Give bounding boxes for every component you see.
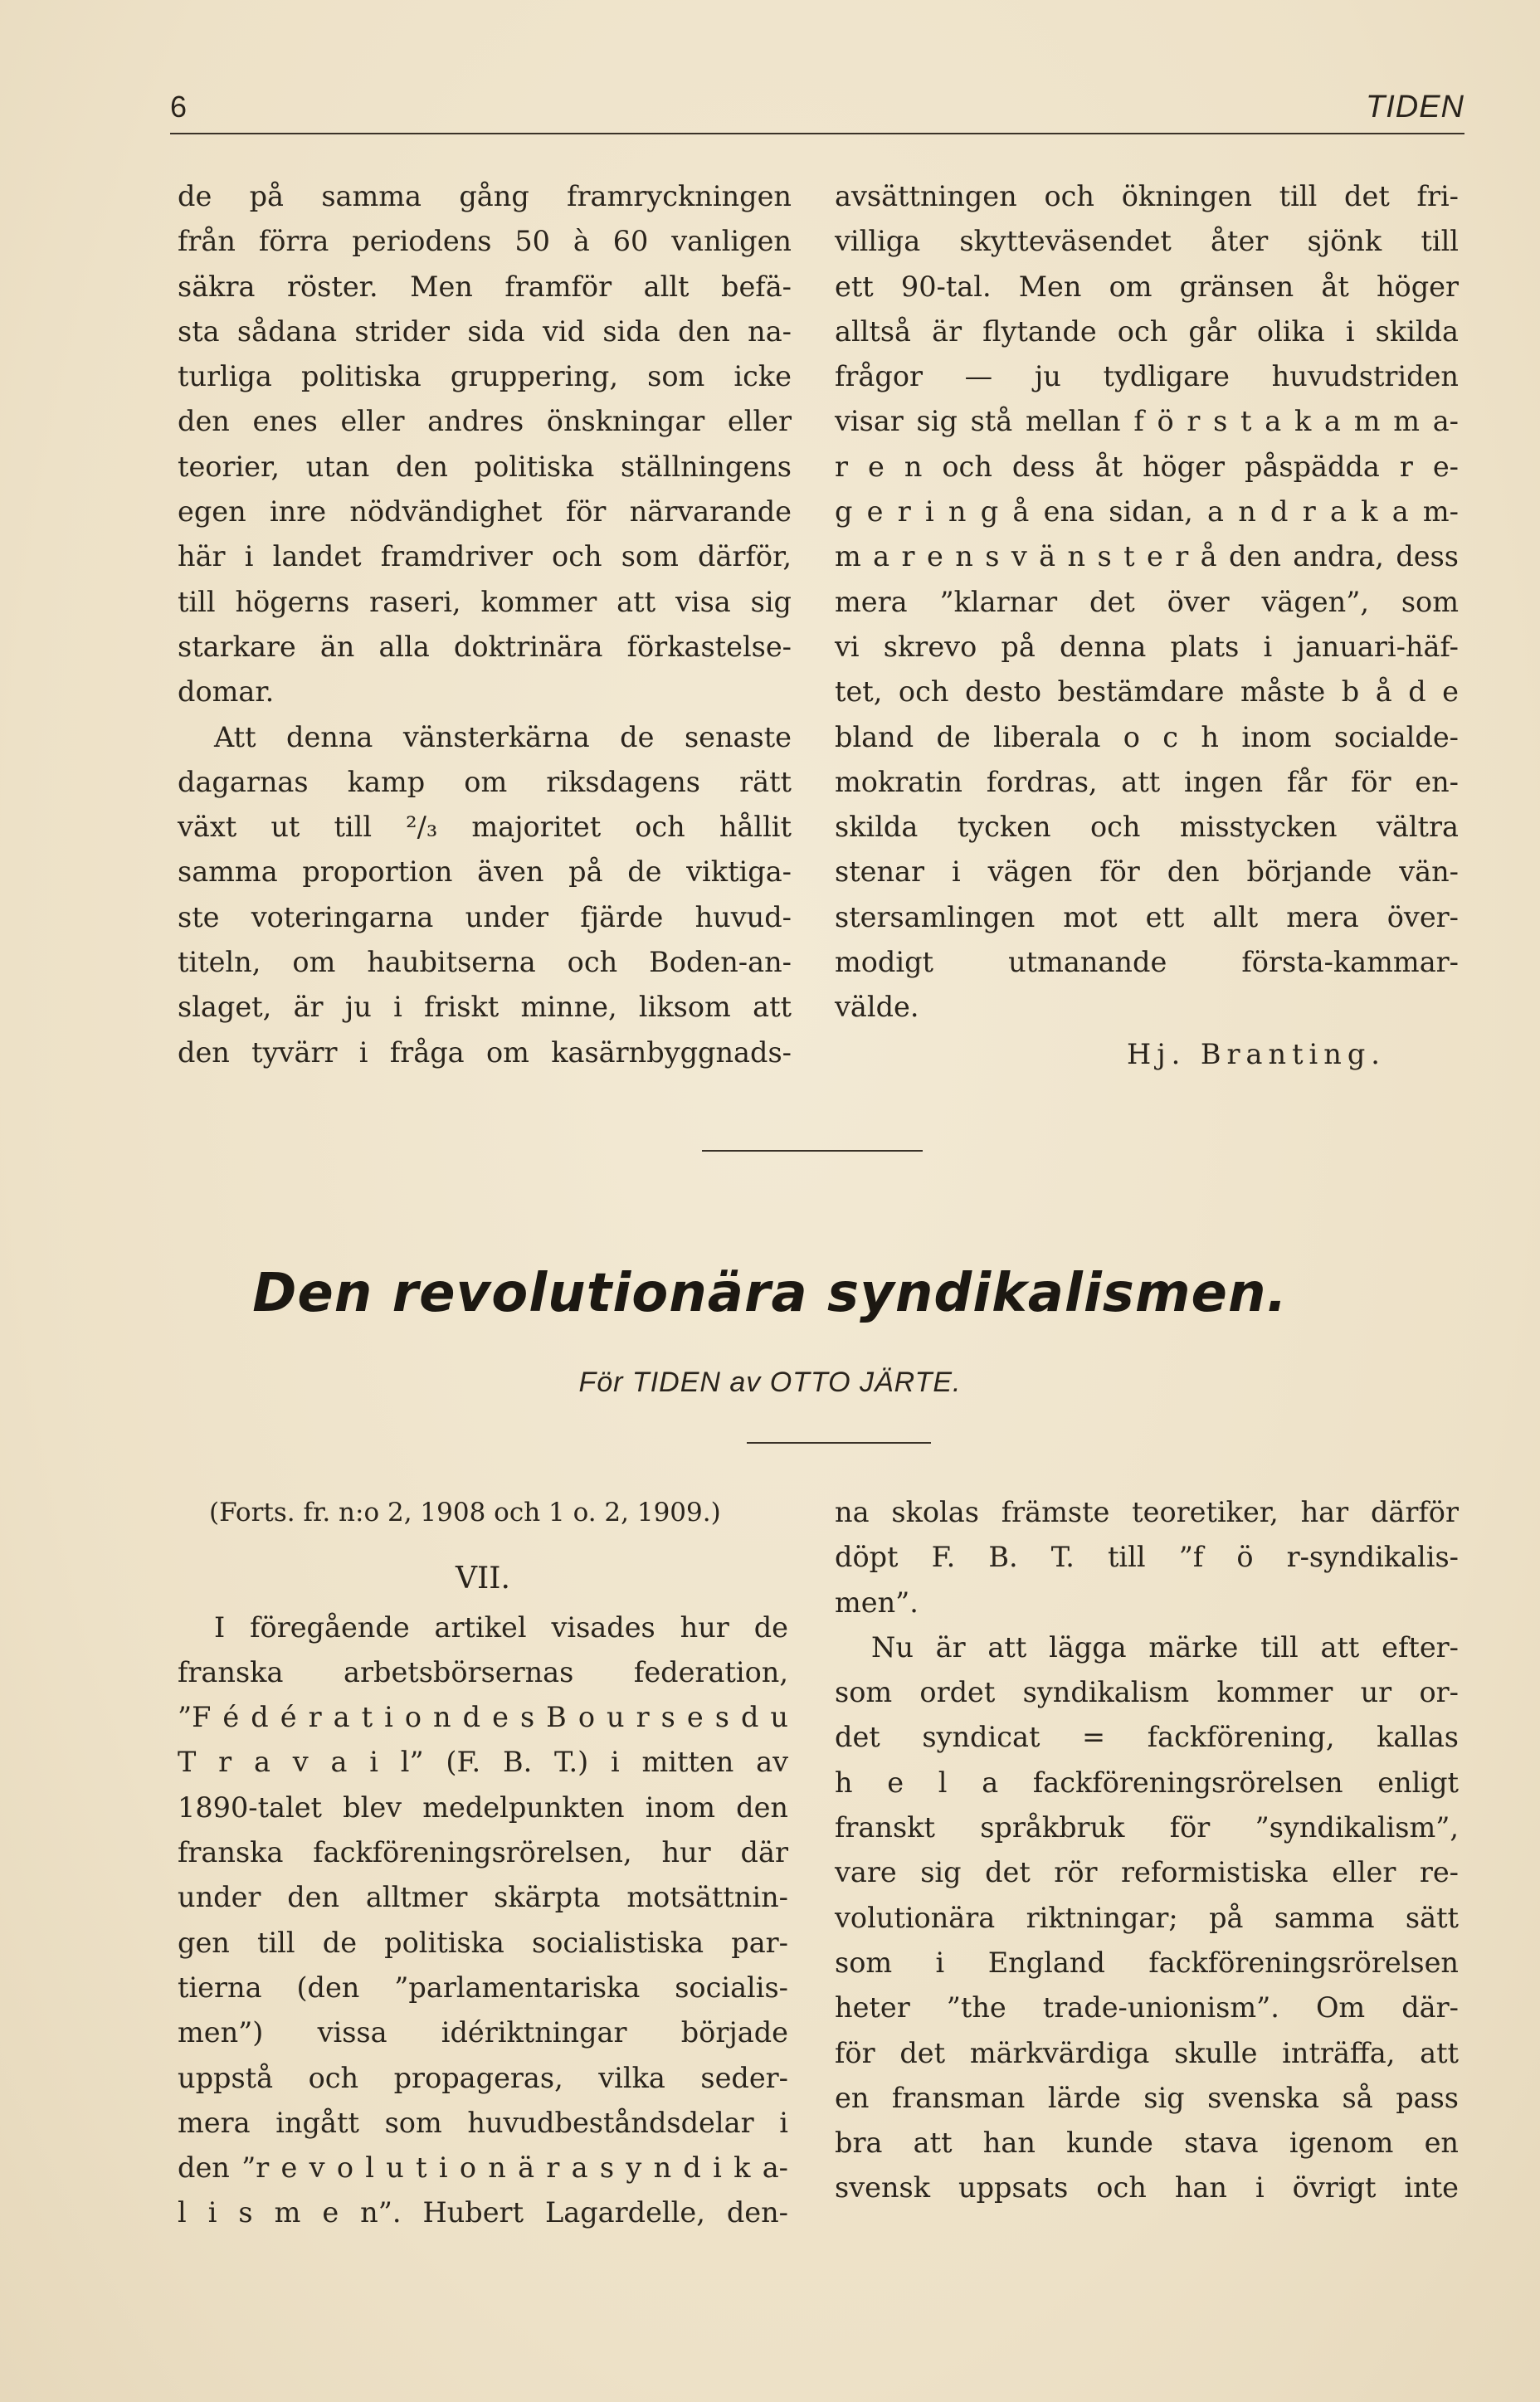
text-line: domar. (178, 675, 275, 709)
text-line: sta sådana strider sida vid sida den na- (178, 314, 792, 348)
text-line: l i s m e n”. Hubert Lagardelle, den- (178, 2196, 788, 2229)
text-line: som i England fackföreningsrörelsen (835, 1946, 1459, 1979)
page-number: 6 (170, 90, 188, 124)
text-line: bra att han kunde stava igenom en (835, 2127, 1459, 2160)
text-line: Att denna vänsterkärna de senaste (214, 720, 792, 753)
text-line: döpt F. B. T. till ”f ö r-syndikalis- (835, 1541, 1459, 1574)
text-line: h e l a fackföreningsrörelsen enligt (835, 1766, 1459, 1799)
text-line: titeln, om haubitserna och Boden-an- (178, 946, 792, 979)
text-line: till högerns raseri, kommer att visa sig (178, 585, 792, 618)
text-line: tierna (den ”parlamentariska socialis- (178, 1971, 788, 2004)
text-line: 1890-talet blev medelpunkten inom den (178, 1791, 788, 1824)
text-line: slaget, är ju i friskt minne, liksom att (178, 991, 792, 1024)
text-line: frågor — ju tydligare huvudstriden (835, 360, 1459, 393)
text-line: volutionära riktningar; på samma sätt (835, 1901, 1459, 1934)
text-line: stersamlingen mot ett allt mera över- (835, 900, 1459, 933)
text-line: ”F é d é r a t i o n d e s B o u r s e s d u (178, 1701, 788, 1734)
text-line: Nu är att lägga märke till att efter- (871, 1630, 1459, 1664)
article1-column-left (178, 174, 792, 1075)
text-line: men”. (835, 1586, 919, 1619)
section-divider (702, 1150, 923, 1152)
text-line: för det märkvärdiga skulle inträffa, att (835, 2036, 1459, 2069)
article2-column-left (178, 1490, 788, 2236)
text-line: här i landet framdriver och som därför, (178, 540, 792, 573)
text-line: r e n och dess åt höger påspädda r e- (835, 450, 1459, 483)
text-line: starkare än alla doktrinära förkastelse- (178, 630, 792, 663)
text-line: välde. (835, 991, 919, 1024)
text-line: T r a v a i l” (F. B. T.) i mitten av (178, 1746, 788, 1779)
text-line: vi skrevo på denna plats i januari-häf- (835, 630, 1459, 663)
header-rule (170, 133, 1464, 134)
text-line: skilda tycken och misstycken vältra (835, 811, 1459, 844)
text-line: från förra periodens 50 à 60 vanligen (178, 225, 792, 258)
journal-name: TIDEN (1366, 90, 1464, 124)
text-line: I föregående artikel visades hur de (214, 1610, 788, 1644)
text-line: egen inre nödvändighet för närvarande (178, 495, 792, 529)
text-line: modigt utmanande första-kammar- (835, 946, 1459, 979)
text-line: heter ”the trade-unionism”. Om där- (835, 1991, 1459, 2024)
text-line: franska fackföreningsrörelsen, hur där (178, 1836, 788, 1869)
page-header (170, 90, 1464, 131)
text-line: teorier, utan den politiska ställningens (178, 450, 792, 483)
text-line: mera ”klarnar det över vägen”, som (835, 585, 1459, 618)
byline-divider (747, 1442, 931, 1444)
text-line: de på samma gång framryckningen (178, 180, 792, 212)
text-line: ett 90-tal. Men om gränsen åt höger (835, 270, 1459, 303)
article2-column-right (835, 1490, 1459, 2211)
text-line: franska arbetsbörsernas federation, (178, 1655, 788, 1688)
text-line: uppstå och propageras, vilka seder- (178, 2061, 788, 2094)
text-line: svensk uppsats och han i övrigt inte (835, 2171, 1459, 2205)
text-line: franskt språkbruk för ”syndikalism”, (835, 1811, 1459, 1844)
text-line: den ”r e v o l u t i o n ä r a s y n d i k a- (178, 2151, 788, 2185)
article1-column-right (835, 174, 1459, 1030)
text-line: visar sig stå mellan f ö r s t a k a m m a- (835, 405, 1459, 438)
article-title: Den revolutionära syndikalismen. (252, 1263, 1288, 1324)
text-line: avsättningen och ökningen till det fri- (835, 180, 1459, 212)
text-line: ste voteringarna under fjärde huvud- (178, 900, 792, 933)
text-line: tet, och desto bestämdare måste b å d e (835, 675, 1459, 709)
text-line: bland de liberala o c h inom socialde- (835, 720, 1459, 753)
text-line: na skolas främste teoretiker, har därför (835, 1496, 1459, 1528)
text-line: gen till de politiska socialistiska par- (178, 1926, 788, 1959)
text-line: dagarnas kamp om riksdagens rätt (178, 765, 792, 798)
text-line: mokratin fordras, att ingen får för en- (835, 765, 1459, 798)
text-line: m a r e n s v ä n s t e r å den andra, dess (835, 540, 1459, 573)
text-line: samma proportion även på de viktiga- (178, 855, 792, 889)
text-line: växt ut till ²/₃ majoritet och hållit (178, 811, 792, 844)
text-line: villiga skytteväsendet åter sjönk till (835, 225, 1459, 258)
text-line: g e r i n g å ena sidan, a n d r a k a m- (835, 495, 1459, 529)
text-line: stenar i vägen för den börjande vän- (835, 855, 1459, 889)
text-line: den tyvärr i fråga om kasärnbyggnads- (178, 1035, 792, 1069)
text-line: turliga politiska gruppering, som icke (178, 360, 792, 393)
text-line: mera ingått som huvudbeståndsdelar i (178, 2106, 788, 2139)
text-line: säkra röster. Men framför allt befä- (178, 270, 792, 303)
text-line: men”) vissa idériktningar började (178, 2016, 788, 2049)
text-line: vare sig det rör reformistiska eller re- (835, 1856, 1459, 1889)
text-line: alltså är flytande och går olika i skilda (835, 314, 1459, 348)
continuation-note: (Forts. fr. n:o 2, 1908 och 1 o. 2, 1909.) (209, 1498, 721, 1527)
text-line: som ordet syndikalism kommer ur or- (835, 1676, 1459, 1709)
text-line: det syndicat = fackförening, kallas (835, 1721, 1459, 1754)
text-line: under den alltmer skärpta motsättnin- (178, 1881, 788, 1914)
text-line: den enes eller andres önskningar eller (178, 405, 792, 438)
section-number: VII. (456, 1562, 510, 1596)
author-signature: Hj. Branting. (1127, 1038, 1386, 1070)
article-byline: För TIDEN av OTTO JÄRTE. (578, 1367, 962, 1398)
text-line: en fransman lärde sig svenska så pass (835, 2081, 1459, 2114)
